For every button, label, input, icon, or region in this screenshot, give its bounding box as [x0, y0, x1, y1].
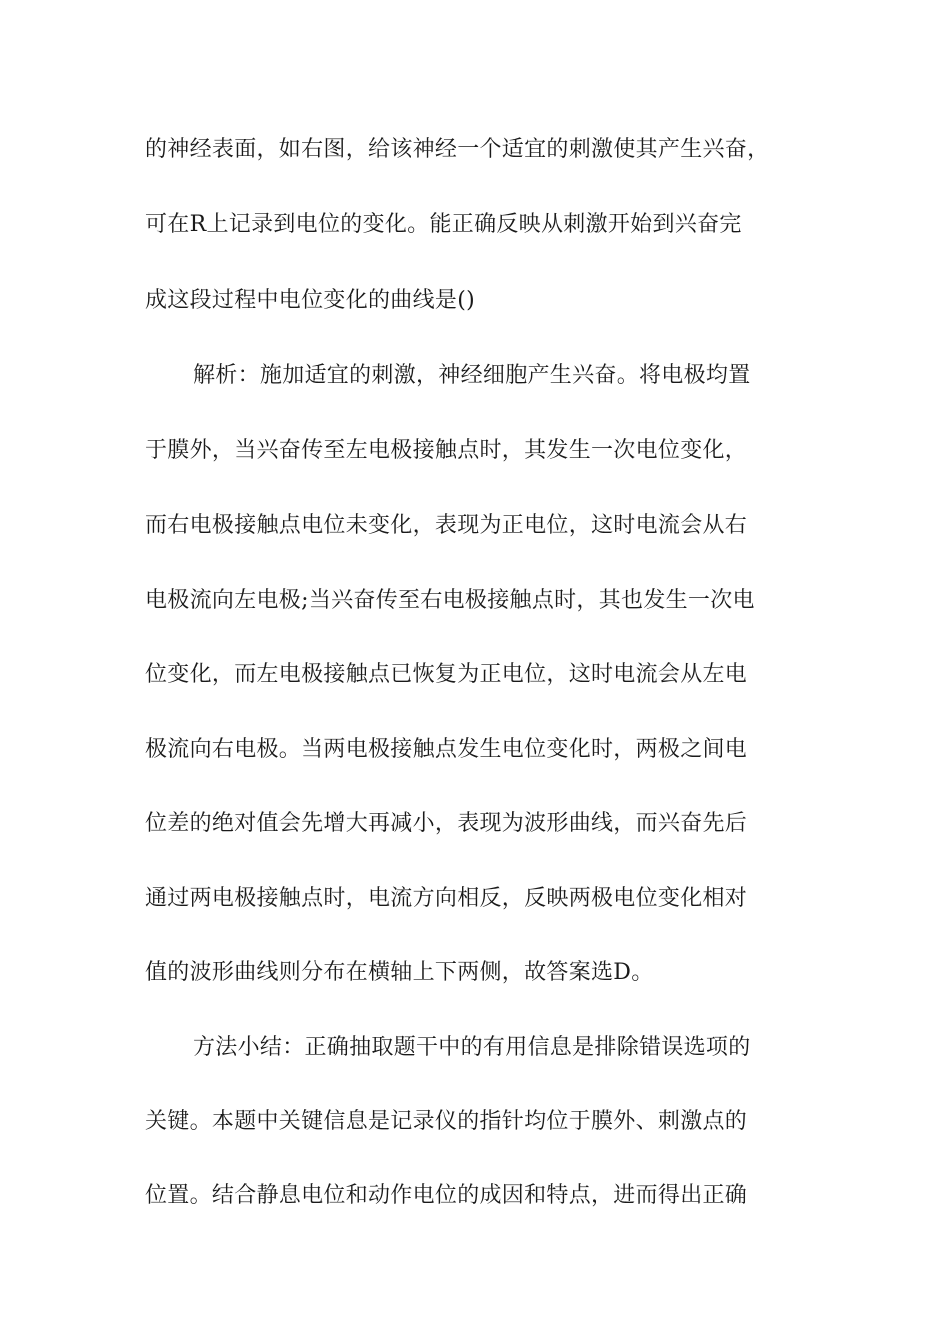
- text-line-1: 的神经表面，如右图，给该神经一个适宜的刺激使其产生兴奋，: [145, 137, 770, 162]
- text-line-7: 电极流向左电极;当兴奋传至右电极接触点时，其也发生一次电: [145, 588, 755, 613]
- text-line-2: 可在R上记录到电位的变化。能正确反映从刺激开始到兴奋完: [145, 212, 742, 237]
- text-line-11: 通过两电极接触点时，电流方向相反，反映两极电位变化相对: [145, 886, 748, 911]
- text-line-3: 成这段过程中电位变化的曲线是(): [145, 288, 475, 313]
- text-line-8: 位变化，而左电极接触点已恢复为正电位，这时电流会从左电: [145, 662, 748, 687]
- text-line-6: 而右电极接触点电位未变化，表现为正电位，这时电流会从右: [145, 513, 748, 538]
- text-line-9: 极流向右电极。当两电极接触点发生电位变化时，两极之间电: [145, 737, 748, 762]
- text-line-14: 关键。本题中关键信息是记录仪的指针均位于膜外、刺激点的: [145, 1109, 748, 1134]
- text-line-13: 方法小结：正确抽取题干中的有用信息是排除错误选项的: [193, 1035, 751, 1060]
- text-line-4: 解析：施加适宜的刺激，神经细胞产生兴奋。将电极均置: [193, 363, 751, 388]
- text-line-12: 值的波形曲线则分布在横轴上下两侧，故答案选D。: [145, 960, 654, 985]
- text-line-15: 位置。结合静息电位和动作电位的成因和特点，进而得出正确: [145, 1183, 748, 1208]
- text-line-5: 于膜外，当兴奋传至左电极接触点时，其发生一次电位变化，: [145, 438, 748, 463]
- text-line-10: 位差的绝对值会先增大再减小，表现为波形曲线，而兴奋先后: [145, 811, 748, 836]
